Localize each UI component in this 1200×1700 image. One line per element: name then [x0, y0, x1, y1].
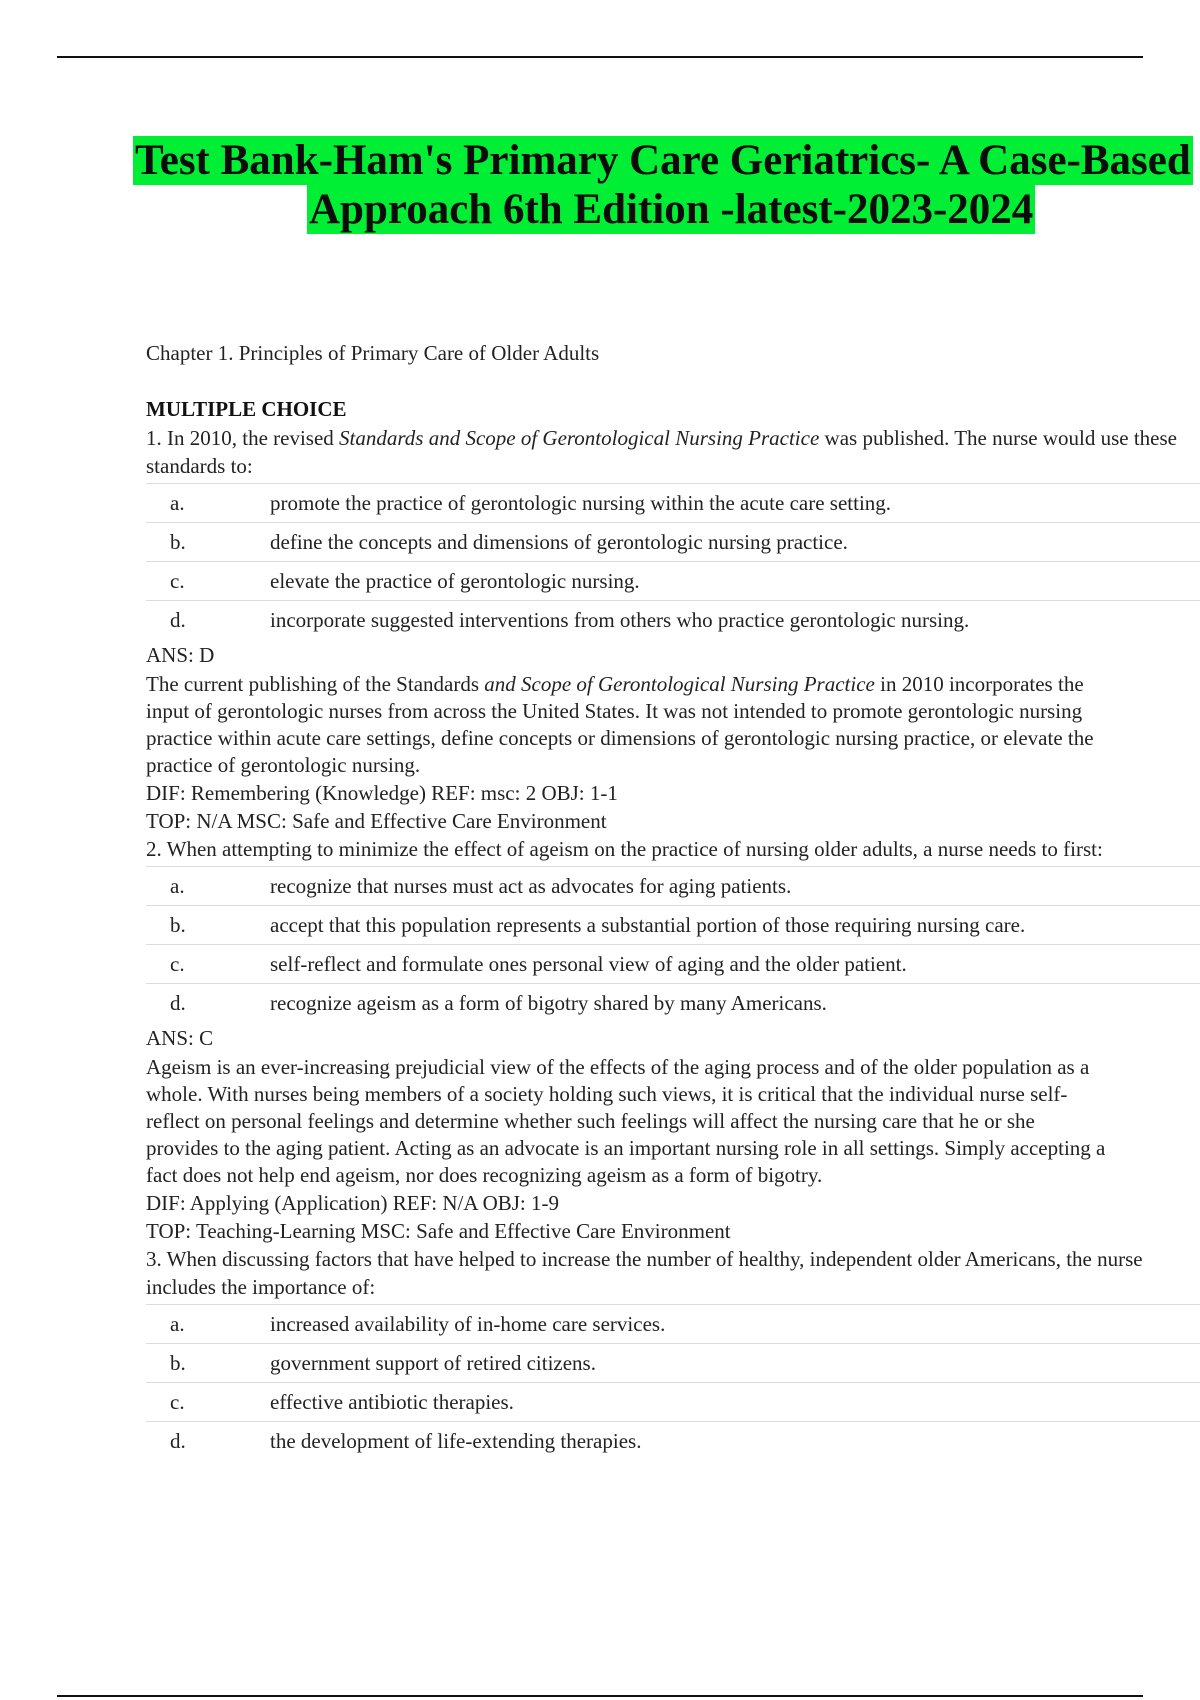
stem-text: was published. The nurse would use these standards to:: [146, 426, 1177, 478]
option-text: recognize ageism as a form of bigotry shared by many Americans.: [270, 991, 827, 1015]
question-stem: [146, 424, 1200, 480]
option-letter: b.: [170, 530, 186, 554]
top-rule: [57, 56, 1143, 58]
document-title: [0, 134, 1200, 246]
question-stem: 3. When discussing factors that have helped to increase the number of healthy, independent older Americans, the nurse includes the importance of:: [146, 1247, 1143, 1299]
option-letter: a.: [170, 874, 185, 898]
option-text: self-reflect and formulate ones personal view of aging and the older patient.: [270, 952, 907, 976]
question-1: [146, 424, 1200, 835]
option-text: recognize that nurses must act as advocates for aging patients.: [270, 874, 792, 898]
option-row: [146, 1305, 1200, 1344]
option-row: [146, 1422, 1200, 1460]
section-heading: MULTIPLE CHOICE: [146, 397, 347, 421]
option-text: increased availability of in-home care services.: [270, 1312, 666, 1336]
answer-key: ANS: C: [146, 1026, 214, 1050]
option-letter: b.: [170, 1351, 186, 1375]
option-text: define the concepts and dimensions of gerontologic nursing practice.: [270, 530, 848, 554]
option-text: effective antibiotic therapies.: [270, 1390, 514, 1414]
option-letter: d.: [170, 1429, 186, 1453]
option-text: the development of life-extending therapies.: [270, 1429, 642, 1453]
option-letter: d.: [170, 991, 186, 1015]
option-row: [146, 1344, 1200, 1383]
option-row: [146, 484, 1200, 523]
option-text: government support of retired citizens.: [270, 1351, 596, 1375]
option-list: [146, 1304, 1200, 1460]
option-letter: a.: [170, 1312, 185, 1336]
stem-text: 1. In 2010, the revised: [146, 426, 340, 450]
bottom-rule: [57, 1695, 1143, 1697]
option-row: [146, 984, 1200, 1022]
rationale-text: The current publishing of the Standards: [146, 672, 485, 696]
option-text: accept that this population represents a substantial portion of those requiring nursing care.: [270, 913, 1026, 937]
stem-italic-title: Standards and Scope of Gerontological Nursing Practice: [339, 426, 820, 450]
rationale-text: in 2010 incorporates the input of gerontologic nurses from across the United States. It was not intended to promote gerontologic nursing practice within acute care settings, define concepts or dimensions of gerontologic nursing practice, or elevate the practice of gerontologic nursing.: [146, 672, 1094, 777]
topic-meta: TOP: Teaching-Learning MSC: Safe and Effective Care Environment: [146, 1219, 731, 1243]
rationale: Ageism is an ever-increasing prejudicial view of the effects of the aging process and of the older population as a whole. With nurses being members of a society holding such views, it is critical that the individual nurse self-reflect on personal feelings and determine whether such feelings will affect the nursing care that he or she provides to the aging patient. Acting as an advocate is an important nursing role in all settings. Simply accepting a fact does not help end ageism, nor does recognizing ageism as a form of bigotry.: [146, 1055, 1106, 1187]
option-row: [146, 601, 1200, 639]
option-row: [146, 562, 1200, 601]
option-text: incorporate suggested interventions from others who practice gerontologic nursing.: [270, 608, 970, 632]
option-letter: c.: [170, 1390, 185, 1414]
title-line-2: Approach 6th Edition -latest-2023-2024: [309, 186, 1034, 233]
option-list: [146, 866, 1200, 1022]
difficulty-meta: DIF: Remembering (Knowledge) REF: msc: 2 OBJ: 1-1: [146, 781, 618, 805]
option-letter: b.: [170, 913, 186, 937]
option-text: promote the practice of gerontologic nursing within the acute care setting.: [270, 491, 892, 515]
question-stem: 2. When attempting to minimize the effect of ageism on the practice of nursing older adults, a nurse needs to first:: [146, 837, 1103, 861]
option-row: [146, 945, 1200, 984]
option-list: [146, 483, 1200, 639]
rationale: [146, 671, 1106, 779]
option-letter: c.: [170, 569, 185, 593]
document-body: [146, 336, 1200, 1460]
difficulty-meta: DIF: Applying (Application) REF: N/A OBJ: 1-9: [146, 1191, 560, 1215]
option-row: [146, 867, 1200, 906]
option-letter: d.: [170, 608, 186, 632]
option-letter: c.: [170, 952, 185, 976]
option-row: [146, 906, 1200, 945]
rationale-italic-title: and Scope of Gerontological Nursing Practice: [484, 672, 875, 696]
question-3: [146, 1245, 1200, 1460]
option-row: [146, 523, 1200, 562]
option-letter: a.: [170, 491, 185, 515]
option-row: [146, 1383, 1200, 1422]
chapter-heading: Chapter 1. Principles of Primary Care of Older Adults: [146, 341, 600, 365]
answer-key: ANS: D: [146, 643, 215, 667]
question-2: [146, 835, 1200, 1245]
option-text: elevate the practice of gerontologic nursing.: [270, 569, 640, 593]
topic-meta: TOP: N/A MSC: Safe and Effective Care Environment: [146, 809, 607, 833]
title-line-1: Test Bank-Ham's Primary Care Geriatrics- A Case-Based: [135, 137, 1191, 184]
